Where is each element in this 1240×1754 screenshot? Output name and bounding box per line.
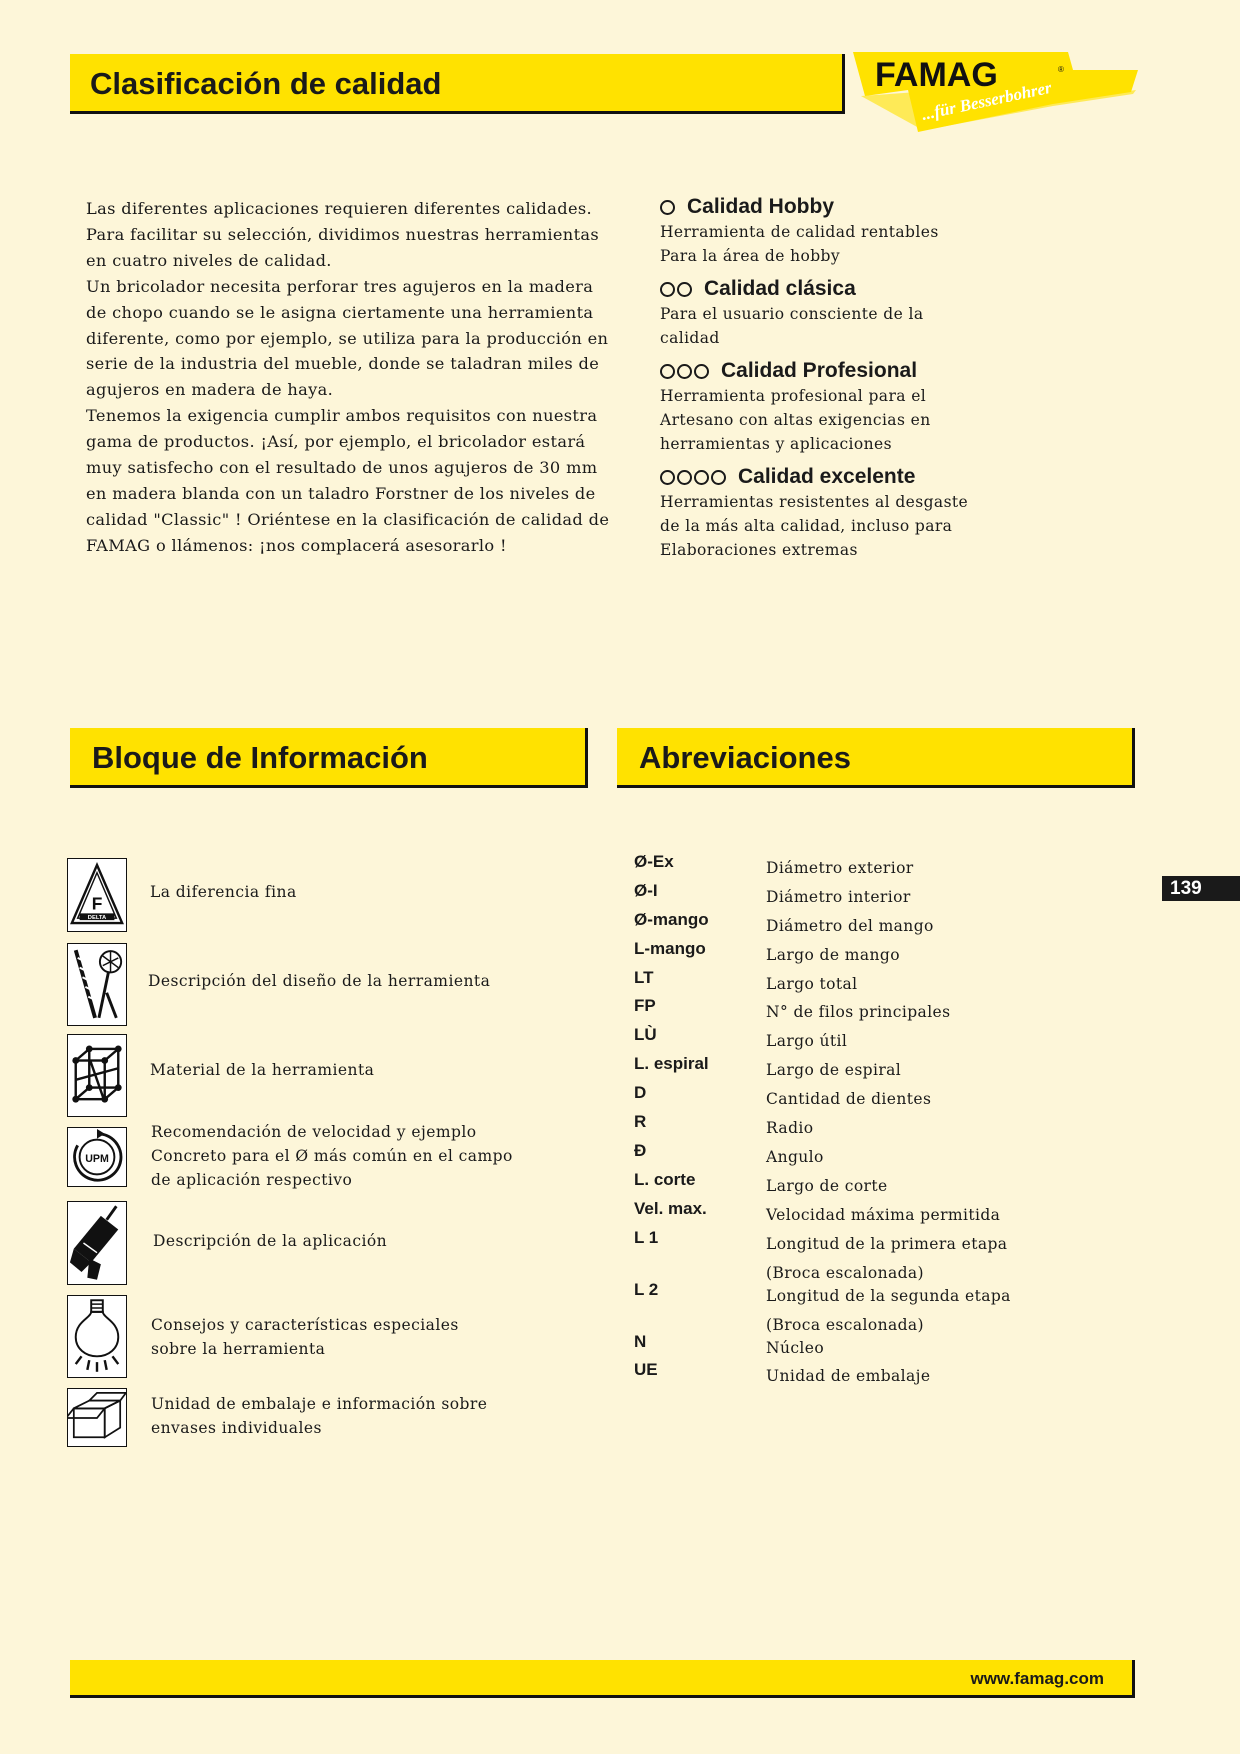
abbr-value: Largo de mango: [766, 945, 900, 964]
abbr-key: LÙ: [634, 1025, 657, 1045]
ring-icon: [660, 364, 711, 379]
abbr-row: [634, 1083, 1054, 1112]
abbr-value: Radio: [766, 1119, 814, 1138]
abbr-row: [634, 1199, 1054, 1228]
famag-logo: [853, 52, 1141, 148]
intro-paragraph-3: Tenemos la exigencia cumplir ambos requisitos con nuestra gama de productos. ¡Así, por ejemplo, el bricolador estará muy satisfecho con el resultado de unos agujeros de 30 mm en madera blanda con un taladro Forstner de los niveles de calidad "Classic" ! Oriéntese en la clasificación de calidad de FAMAG o llámenos: ¡nos complacerá asesorarlo !: [86, 406, 610, 555]
abbr-value: Diámetro exterior: [766, 859, 914, 877]
abbr-key: FP: [634, 996, 656, 1016]
light-bulb-icon: [67, 1295, 127, 1378]
abbr-value: Velocidad máxima permitida: [766, 1205, 1001, 1224]
quality-levels: [660, 194, 1080, 570]
abbr-row: [634, 968, 1054, 997]
info-text: Recomendación de velocidad y ejemplo Concreto para el Ø más común en el campo de aplicación respectivo: [151, 1123, 513, 1189]
quality-excellent: [660, 464, 1080, 562]
abbr-row: [634, 939, 1054, 968]
abbr-value: Largo de corte: [766, 1176, 888, 1195]
ring-icon: [660, 470, 728, 485]
svg-text:FAMAG: FAMAG: [875, 56, 998, 94]
abbr-row: [634, 996, 1054, 1025]
svg-text:DELTA: DELTA: [87, 915, 107, 922]
package-icon: [67, 1388, 127, 1447]
info-text: Material de la herramienta: [150, 1061, 375, 1079]
abbr-key: L-mango: [634, 938, 706, 958]
quality-hobby: [660, 194, 1080, 268]
abbr-value: Angulo: [766, 1147, 824, 1166]
abbr-row: [634, 1141, 1054, 1170]
material-cube-icon: [67, 1034, 127, 1117]
abbr-row: [634, 1170, 1054, 1199]
website-link[interactable]: www.famag.com: [970, 1669, 1104, 1688]
quality-level-title: Calidad clásica: [704, 277, 856, 300]
intro-paragraph-1: Las diferentes aplicaciones requieren diferentes calidades. Para facilitar su selección, dividimos nuestras herramientas en cuatro niveles de calidad.: [86, 199, 600, 270]
info-text: La diferencia fina: [150, 883, 297, 901]
quality-level-desc: Herramienta profesional para el Artesano con altas exigencias en herramientas y aplicaciones: [660, 387, 931, 453]
quality-level-desc: Para el usuario consciente de la calidad: [660, 305, 924, 347]
ring-icon: [660, 282, 694, 297]
abbr-key: Ø-I: [634, 880, 658, 900]
abbr-row: [634, 1360, 1054, 1389]
abbr-value: N° de filos principales: [766, 1003, 951, 1022]
info-text: Descripción del diseño de la herramienta: [148, 972, 491, 990]
abbr-key: L 1: [634, 1227, 659, 1247]
abbr-row: [634, 1054, 1054, 1083]
intro-text: [86, 196, 616, 559]
abbr-value: Diámetro interior: [766, 887, 911, 906]
abbr-value: Largo útil: [766, 1032, 848, 1051]
quality-header-bar: [70, 54, 845, 114]
intro-paragraph-2: Un bricolador necesita perforar tres agujeros en la madera de chopo cuando se le asigna ciertamente una herramienta diferente, como por ejemplo, se utiliza para la producción en serie de la industria del mueble, donde se taladran miles de agujeros en madera de haya.: [86, 276, 609, 400]
abbreviations-title: Abreviaciones: [639, 740, 851, 775]
quality-level-title: Calidad excelente: [738, 465, 916, 488]
abbr-key: R: [634, 1112, 647, 1132]
abbr-key: UE: [634, 1360, 658, 1380]
abbr-value: Diámetro del mango: [766, 916, 934, 935]
svg-text:...für Besserbohrer: ...für Besserbohrer: [919, 77, 1054, 124]
quality-level-title: Calidad Profesional: [721, 359, 918, 382]
page-number: 139: [1162, 876, 1240, 901]
abbr-key: LT: [634, 967, 654, 987]
quality-classic: [660, 276, 1080, 350]
svg-text:F: F: [91, 893, 103, 914]
abbr-row: [634, 1280, 1054, 1332]
abbr-key: L 2: [634, 1279, 659, 1299]
quality-level-desc: Herramientas resistentes al desgaste de la más alta calidad, incluso para Elaboraciones extremas: [660, 493, 969, 559]
abbr-key: Vel. max.: [634, 1198, 707, 1218]
info-text: Consejos y características especiales sobre la herramienta: [151, 1316, 459, 1358]
info-block-header-bar: [70, 728, 588, 788]
svg-text:®: ®: [1058, 65, 1064, 74]
abbr-key: Ð: [634, 1140, 647, 1160]
abbr-key: L. corte: [634, 1169, 696, 1189]
abbr-key: L. espiral: [634, 1054, 709, 1074]
abbr-row: [634, 1025, 1054, 1054]
info-text: Unidad de embalaje e información sobre envases individuales: [151, 1395, 488, 1437]
svg-text:UPM: UPM: [85, 1152, 109, 1165]
tool-design-icon: [67, 943, 127, 1026]
abbr-row: [634, 910, 1054, 939]
abbr-value: Unidad de embalaje: [766, 1367, 931, 1386]
ring-icon: [660, 200, 677, 215]
info-text: Descripción de la aplicación: [153, 1232, 388, 1250]
abbr-key: Ø-Ex: [634, 852, 674, 871]
quality-title: Clasificación de calidad: [90, 66, 442, 101]
abbr-value: Longitud de la primera etapa (Broca escalonada): [766, 1234, 1008, 1282]
abbr-value: Cantidad de dientes: [766, 1090, 932, 1109]
delta-icon: [67, 858, 127, 932]
footer-bar: [70, 1660, 1135, 1698]
quality-level-desc: Herramienta de calidad rentables Para la área de hobby: [660, 223, 939, 265]
info-block-title: Bloque de Información: [92, 740, 428, 775]
abbr-value: Núcleo: [766, 1338, 825, 1357]
abbr-row: [634, 852, 1054, 881]
abbr-key: N: [634, 1331, 647, 1351]
abbr-value: Longitud de la segunda etapa (Broca escalonada): [766, 1286, 1011, 1334]
abbr-row: [634, 1332, 1054, 1361]
rpm-icon: [67, 1127, 127, 1187]
drill-application-icon: [67, 1201, 127, 1285]
quality-professional: [660, 358, 1080, 456]
quality-level-title: Calidad Hobby: [687, 195, 835, 218]
abbreviations-header-bar: [617, 728, 1135, 788]
abbr-value: Largo de espiral: [766, 1061, 902, 1080]
abbr-row: [634, 881, 1054, 910]
abbr-key: D: [634, 1083, 647, 1103]
abbr-row: [634, 1112, 1054, 1141]
abbr-row: [634, 1228, 1054, 1280]
abbreviations-list: [634, 852, 1054, 1389]
abbr-key: Ø-mango: [634, 909, 709, 929]
abbr-value: Largo total: [766, 974, 858, 993]
